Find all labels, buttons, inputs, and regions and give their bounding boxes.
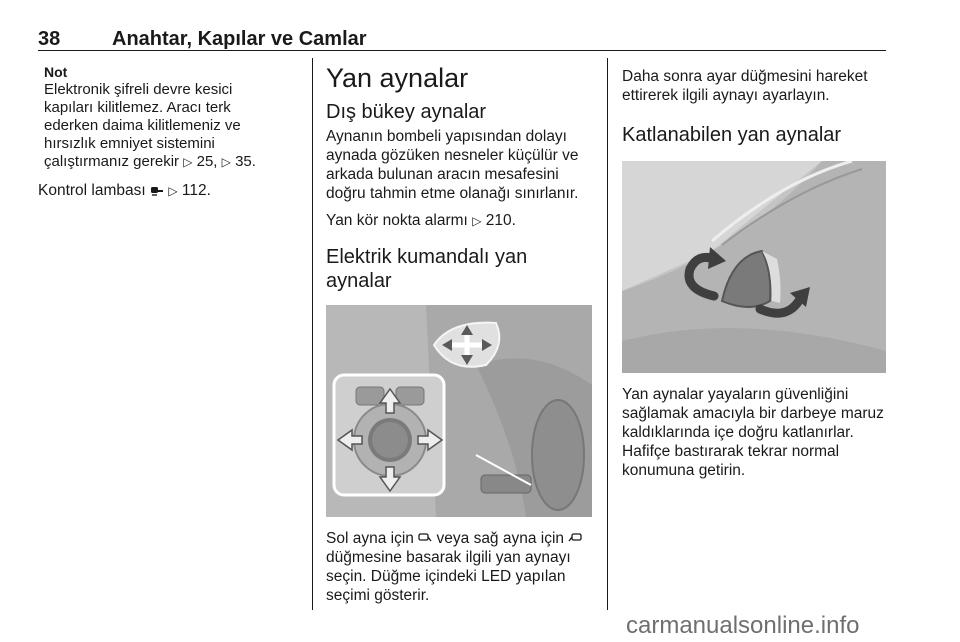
mirror-control-figure: [326, 305, 592, 517]
blind-spot-text: Yan kör nokta alarmı: [326, 212, 468, 229]
heading-electric-mirrors: Elektrik kumandalı yan aynalar: [326, 246, 528, 292]
control-lamp-text: Kontrol lambası: [38, 182, 146, 199]
column-middle: [326, 62, 592, 605]
ref-arrow-icon: ▷: [168, 184, 178, 198]
blind-spot-line: [326, 211, 592, 231]
paragraph-folding: Yan aynalar yayaların güvenliğini sağlamak amacıyla bir darbeye maruz kaldıklarında içe doğru katlanırlar. Hafifçe bastırarak tekrar normal konumuna getirin.: [622, 386, 884, 479]
mirror-control-illustration: [326, 305, 592, 517]
folding-mirror-illustration: [622, 161, 886, 373]
ref-arrow-icon: ▷: [221, 155, 231, 169]
mirror-lamp-icon: [150, 184, 164, 196]
control-lamp-ref[interactable]: 112.: [181, 182, 211, 199]
note-text: Elektronik şifreli devre kesici kapıları kilitlemez. Aracı terk ederken daima kilitlemeniz ve hırsızlık emniyet sistemini çalıştırmanız gerekir: [44, 81, 241, 170]
running-title: Anahtar, Kapılar ve Camlar: [112, 28, 367, 50]
folding-mirror-figure: [622, 161, 886, 373]
column-divider-1: [312, 58, 313, 610]
blind-spot-ref[interactable]: 210.: [485, 212, 516, 229]
select-text-3: düğmesine basarak ilgili yan aynayı seçin. Düğme içindeki LED yapılan seçimi gösterir.: [326, 549, 571, 604]
select-text-2: veya sağ ayna için: [436, 530, 565, 547]
column-divider-2: [607, 58, 608, 610]
left-mirror-icon: [418, 532, 432, 544]
footer-credit: carmanualsonline.info: [626, 612, 860, 639]
column-left: [38, 62, 278, 201]
column-right: [622, 62, 886, 480]
heading-convex-mirrors: Dış bükey aynalar: [326, 101, 487, 123]
paragraph-convex: Aynanın bombeli yapısından dolayı aynada gözüken nesneler küçülür ve arkada bulunan aracın mesafesini doğru tahmin etme olanağı sınırlanır.: [326, 128, 579, 202]
select-text-1: Sol ayna için: [326, 530, 414, 547]
page-number: 38: [38, 28, 61, 50]
heading-side-mirrors: Yan aynalar: [326, 63, 469, 93]
control-lamp-line: [38, 181, 278, 201]
ref-arrow-icon: ▷: [183, 155, 193, 169]
note-ref-2[interactable]: 35.: [235, 153, 256, 170]
paragraph-mirror-select: [326, 529, 592, 605]
right-mirror-icon: [568, 532, 582, 544]
note-body: [44, 81, 278, 171]
note-ref-1[interactable]: 25,: [196, 153, 218, 170]
ref-arrow-icon: ▷: [472, 214, 482, 228]
header-rule: [38, 50, 886, 51]
heading-folding-mirrors: Katlanabilen yan aynalar: [622, 124, 842, 146]
paragraph-adjust: Daha sonra ayar düğmesini hareket ettirerek ilgili aynayı ayarlayın.: [622, 68, 868, 104]
note-title: Not: [44, 64, 68, 80]
page-header: [0, 0, 960, 52]
